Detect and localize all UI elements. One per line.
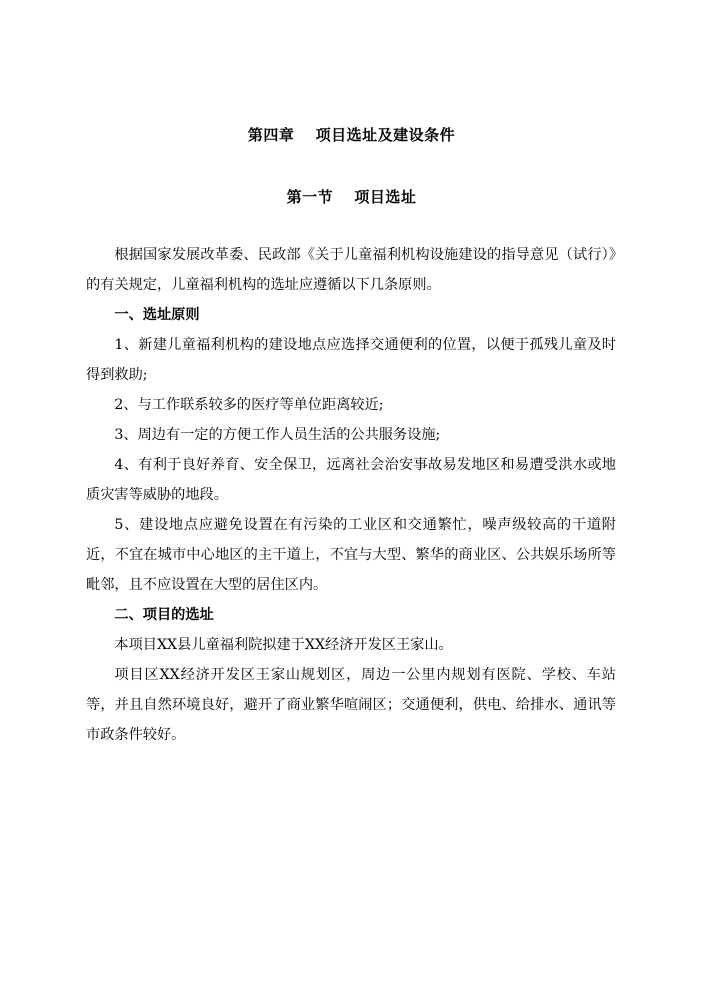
site-heading: 二、项目的选址: [114, 607, 214, 623]
principles-heading: 一、选址原则: [114, 307, 200, 323]
principle-item: 5、建设地点应避免设置在有污染的工业区和交通繁忙，噪声级较高的干道附近，不宜在城市中心地区的主干道上，不宜与大型、繁华的商业区、公共娱乐场所等毗邻，且不应设置在大型的居住区内。: [86, 517, 616, 593]
document-body: [86, 240, 616, 750]
principle-item: 3、周边有一定的方便工作人员生活的公共服务设施;: [114, 427, 441, 443]
chapter-title: 第四章 项目选址及建设条件: [247, 126, 456, 144]
intro-paragraph: 根据国家发展改革委、民政部《关于儿童福利机构设施建设的指导意见（试行）》的有关规定，儿童福利机构的选址应遵循以下几条原则。: [86, 247, 616, 293]
site-paragraph: 项目区XX经济开发区王家山规划区，周边一公里内规划有医院、学校、车站等，并且自然环境良好，避开了商业繁华喧闹区；交通便利，供电、给排水、通讯等市政条件较好。: [86, 667, 616, 743]
site-paragraph: 本项目XX县儿童福利院拟建于XX经济开发区王家山。: [114, 637, 453, 653]
principle-item: 4、有利于良好养育、安全保卫，远离社会治安事故易发地区和易遭受洪水或地质灾害等威胁的地段。: [86, 457, 616, 503]
principle-item: 2、与工作联系较多的医疗等单位距离较近;: [114, 397, 384, 413]
section-title: 第一节 项目选址: [286, 188, 417, 206]
principle-item: 1、新建儿童福利机构的建设地点应选择交通便利的位置，以便于孤残儿童及时得到救助;: [86, 337, 616, 383]
